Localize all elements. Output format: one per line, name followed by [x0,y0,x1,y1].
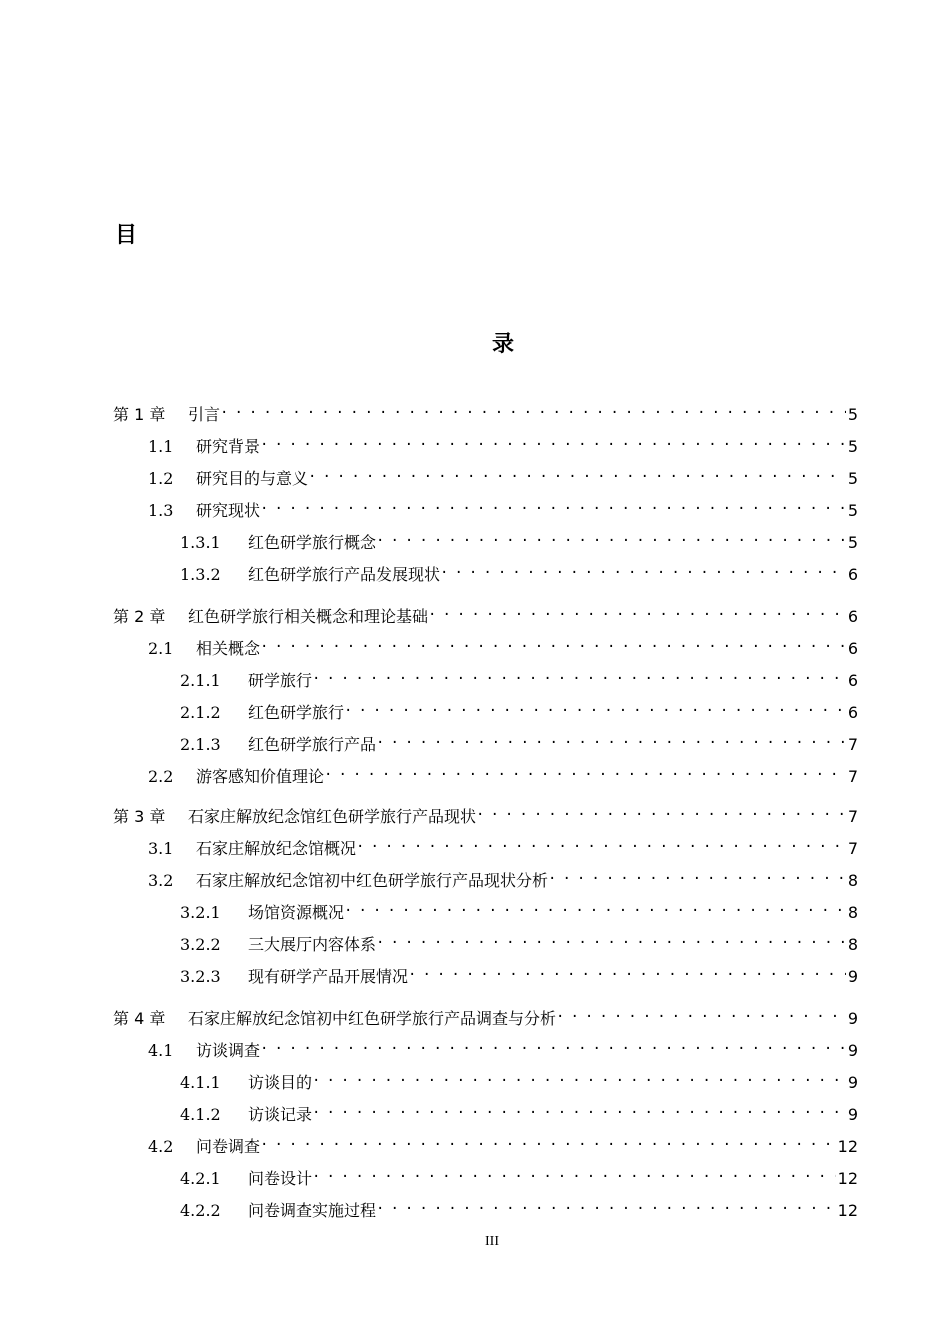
toc-entry-title: 研学旅行 [248,671,313,690]
toc-entry-title: 红色研学旅行 [248,703,345,722]
toc-entry-page: 12 [837,1169,858,1188]
toc-entry-title: 红色研学旅行产品 [248,735,377,754]
toc-entry[interactable] [0,896,858,922]
toc-entry-title: 引言 [188,405,221,424]
toc-dot-leader [260,632,846,654]
toc-entry[interactable] [0,632,858,658]
toc-entry-number: 3.1 [148,839,174,858]
toc-entry[interactable] [0,664,858,690]
toc-entry-title: 问卷调查实施过程 [248,1201,377,1220]
toc-dot-leader [312,1066,846,1088]
toc-entry-page: 9 [847,1105,858,1124]
toc-entry[interactable] [0,728,858,754]
toc-entry-number: 2.2 [148,767,174,786]
toc-entry-number: 4.2 [148,1137,174,1156]
toc-entry[interactable] [0,1162,858,1188]
toc-entry-number: 2.1.1 [180,671,221,690]
toc-dot-leader [408,960,846,982]
toc-entry-title: 石家庄解放纪念馆概况 [196,839,357,858]
toc-dot-leader [428,600,846,622]
toc-entry-page: 5 [847,501,858,520]
toc-entry-page: 5 [847,469,858,488]
toc-entry-number: 4.2.1 [180,1169,221,1188]
toc-entry[interactable] [0,430,858,456]
toc-dot-leader [376,728,846,750]
toc-entry-page: 7 [847,735,858,754]
toc-entry-page: 5 [847,533,858,552]
toc-dot-leader [376,1194,836,1216]
toc-dot-leader [556,1002,846,1024]
toc-dot-leader [440,558,846,580]
toc-entry-page: 6 [847,671,858,690]
toc-dot-leader [260,1034,846,1056]
toc-entry[interactable] [0,1130,858,1156]
toc-entry-title: 石家庄解放纪念馆初中红色研学旅行产品调查与分析 [188,1009,557,1028]
toc-entry-page: 8 [847,935,858,954]
toc-entry-page: 9 [847,1041,858,1060]
toc-entry-title: 游客感知价值理论 [196,767,325,786]
toc-title-second-char: 录 [492,332,515,357]
toc-entry-title: 问卷调查 [196,1137,261,1156]
toc-dot-leader [376,928,846,950]
toc-dot-leader [548,864,846,886]
toc-entry-page: 8 [847,903,858,922]
toc-entry-page: 9 [847,967,858,986]
toc-entry[interactable] [0,696,858,722]
toc-entry-title: 访谈目的 [248,1073,313,1092]
toc-entry-page: 5 [847,437,858,456]
toc-dot-leader [312,1098,846,1120]
toc-entry-number: 2.1.2 [180,703,221,722]
toc-entry[interactable] [0,494,858,520]
toc-entry-page: 8 [847,871,858,890]
toc-dot-leader [376,526,846,548]
toc-entry-title: 石家庄解放纪念馆初中红色研学旅行产品现状分析 [196,871,549,890]
toc-entry[interactable] [0,1098,858,1124]
toc-entry-number: 1.3 [148,501,174,520]
toc-title-first-char: 目 [115,223,138,248]
toc-entry-title: 红色研学旅行产品发展现状 [248,565,441,584]
toc-entry-title: 研究背景 [196,437,261,456]
toc-entry-page: 7 [847,839,858,858]
toc-entry[interactable] [0,1066,858,1092]
toc-entry-title: 三大展厅内容体系 [248,935,377,954]
toc-entry[interactable] [0,864,858,890]
toc-dot-leader [220,398,846,420]
toc-dot-leader [260,494,846,516]
toc-entry-number: 第 2 章 [113,607,166,626]
toc-entry-number: 3.2.2 [180,935,221,954]
toc-entry-number: 3.2 [148,871,174,890]
toc-dot-leader [344,896,846,918]
toc-entry[interactable] [0,600,858,626]
toc-dot-leader [312,1162,836,1184]
toc-entry-title: 研究目的与意义 [196,469,309,488]
toc-entry[interactable] [0,1034,858,1060]
toc-entry[interactable] [0,928,858,954]
toc-entry-page: 5 [847,405,858,424]
toc-entry-title: 场馆资源概况 [248,903,345,922]
toc-dot-leader [260,430,846,452]
toc-entry[interactable] [0,760,858,786]
toc-dot-leader [476,800,846,822]
toc-dot-leader [260,1130,836,1152]
toc-entry-number: 3.2.3 [180,967,221,986]
toc-entry-page: 7 [847,807,858,826]
toc-entry[interactable] [0,800,858,826]
toc-entry-title: 石家庄解放纪念馆红色研学旅行产品现状 [188,807,477,826]
toc-entry-number: 1.1 [148,437,174,456]
toc-entry[interactable] [0,462,858,488]
toc-entry-title: 研究现状 [196,501,261,520]
toc-entry[interactable] [0,526,858,552]
toc-entry-number: 4.1.1 [180,1073,221,1092]
toc-entry-page: 9 [847,1009,858,1028]
toc-entry-number: 2.1 [148,639,174,658]
toc-entry[interactable] [0,398,858,424]
toc-entry-title: 访谈记录 [248,1105,313,1124]
toc-entry-title: 现有研学产品开展情况 [248,967,409,986]
toc-entry[interactable] [0,558,858,584]
toc-entry-page: 6 [847,607,858,626]
toc-entry-number: 4.1.2 [180,1105,221,1124]
toc-entry-page: 12 [837,1137,858,1156]
toc-entry-number: 2.1.3 [180,735,221,754]
toc-entry[interactable] [0,1194,858,1220]
toc-entry-number: 4.2.2 [180,1201,221,1220]
toc-entry-page: 7 [847,767,858,786]
toc-entry[interactable] [0,1002,858,1028]
toc-entry-title: 红色研学旅行概念 [248,533,377,552]
toc-entry-number: 1.3.2 [180,565,221,584]
toc-entry-page: 9 [847,1073,858,1092]
toc-entry-number: 第 1 章 [113,405,166,424]
toc-entry[interactable] [0,832,858,858]
toc-entry-number: 第 4 章 [113,1009,166,1028]
toc-entry-number: 第 3 章 [113,807,166,826]
toc-entry-title: 红色研学旅行相关概念和理论基础 [188,607,429,626]
toc-entry[interactable] [0,960,858,986]
toc-entry-page: 12 [837,1201,858,1220]
toc-entry-page: 6 [847,639,858,658]
toc-entry-page: 6 [847,703,858,722]
toc-entry-number: 1.3.1 [180,533,221,552]
toc-dot-leader [344,696,846,718]
toc-dot-leader [356,832,846,854]
toc-entry-title: 问卷设计 [248,1169,313,1188]
toc-dot-leader [312,664,846,686]
toc-entry-number: 4.1 [148,1041,174,1060]
toc-entry-title: 访谈调查 [196,1041,261,1060]
page-number: III [485,1234,499,1249]
toc-entry-page: 6 [847,565,858,584]
toc-dot-leader [324,760,846,782]
toc-entry-number: 3.2.1 [180,903,221,922]
toc-entry-number: 1.2 [148,469,174,488]
toc-entry-title: 相关概念 [196,639,261,658]
toc-dot-leader [308,462,846,484]
